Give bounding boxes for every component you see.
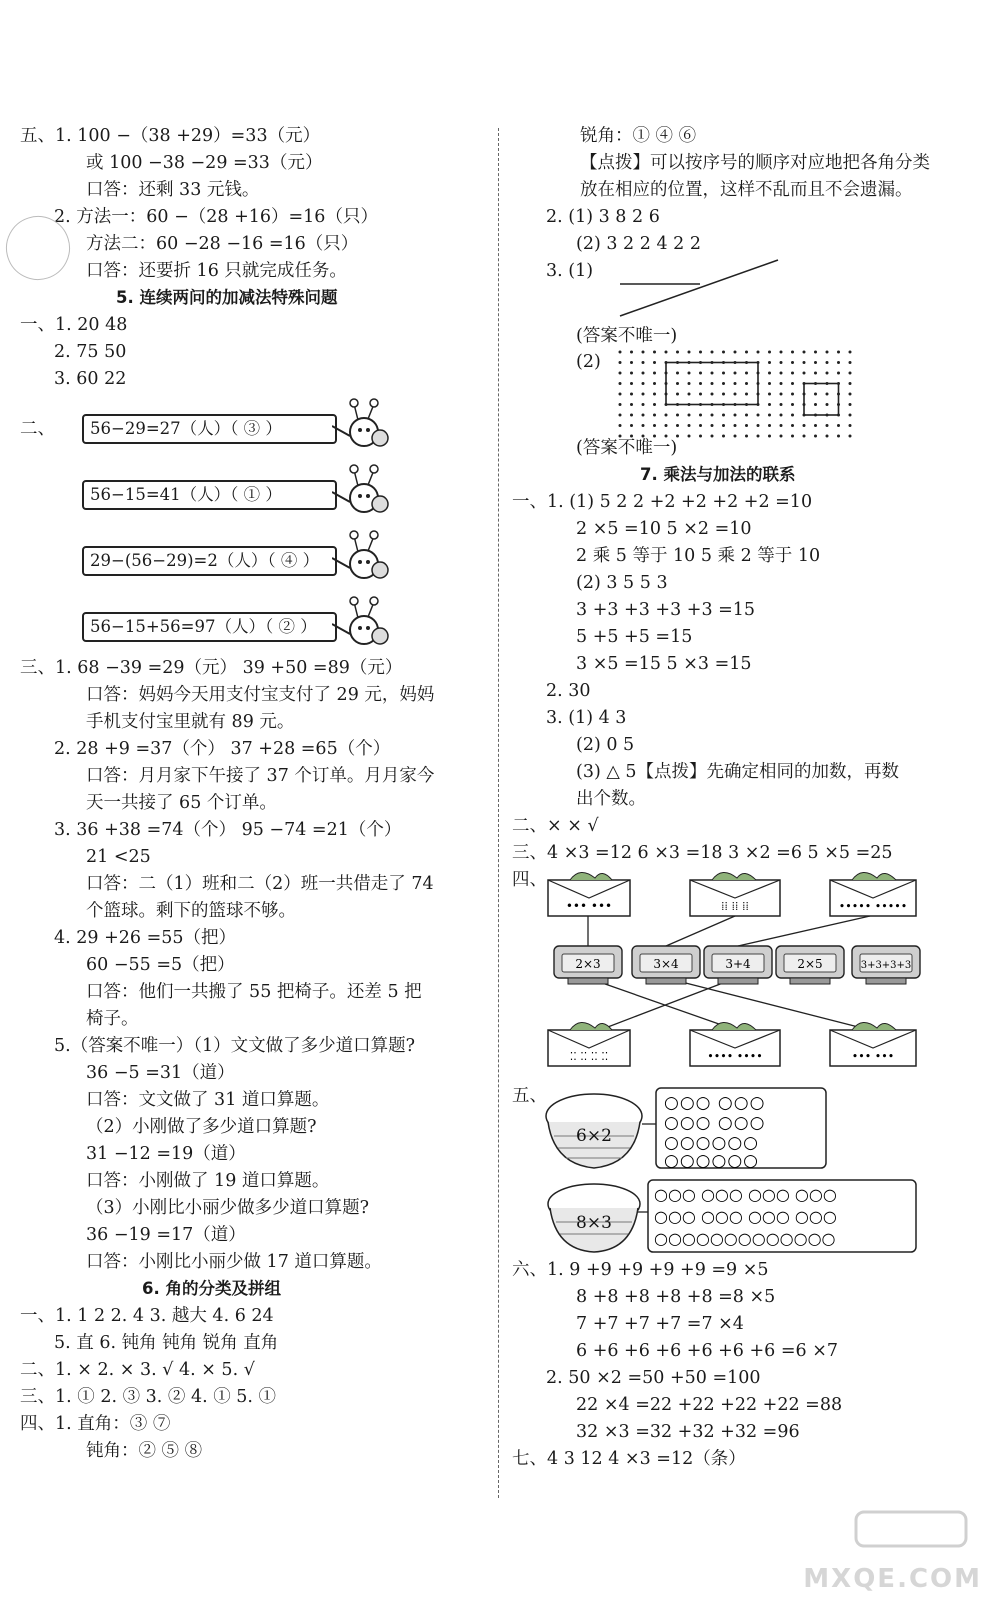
line: 口答：二（1）班和二（2）班一共借走了 74 (86, 874, 434, 894)
svg-text:○○○○○○○○○○○○○: ○○○○○○○○○○○○○ (654, 1229, 836, 1248)
line: 5.（答案不唯一）（1）文文做了多少道口算题? (54, 1036, 415, 1056)
grid-dot (849, 372, 852, 375)
dot-grid (616, 348, 866, 442)
grid-dot (619, 414, 622, 417)
grid-dot (837, 435, 840, 438)
grid-dot (630, 403, 633, 406)
svg-text:⁞⁞ ⁞⁞ ⁞⁞: ⁞⁞ ⁞⁞ ⁞⁞ (721, 899, 749, 913)
caterpillar-icon (332, 528, 390, 586)
answer-box: 56−15+56=97（人）（ ② ） (82, 612, 337, 642)
grid-dot (837, 424, 840, 427)
grid-dot (642, 351, 645, 354)
grid-dot (630, 361, 633, 364)
grid-dot (780, 372, 783, 375)
grid-dot (653, 424, 656, 427)
grid-dot (642, 382, 645, 385)
line: 3. (1) 4 3 (546, 708, 627, 728)
grid-dot (745, 424, 748, 427)
envelope-icon (548, 1022, 630, 1066)
grid-dot (780, 382, 783, 385)
svg-text:○○○ ○○○ ○○○ ○○○: ○○○ ○○○ ○○○ ○○○ (654, 1207, 837, 1226)
grid-dot (814, 351, 817, 354)
grid-dot (619, 424, 622, 427)
grid-dot (837, 351, 840, 354)
line: (2) 3 2 2 4 2 2 (576, 234, 701, 254)
grid-dot (676, 424, 679, 427)
basket-icon (548, 1184, 640, 1252)
grid-dot (757, 414, 760, 417)
grid-dot (745, 435, 748, 438)
grid-dot (826, 424, 829, 427)
line: 七、4 3 12 4 ×3 =12（条） (512, 1449, 746, 1469)
grid-dot (768, 351, 771, 354)
line: 36 −5 =31（道） (86, 1063, 235, 1083)
line: 天一共接了 65 个订单。 (86, 793, 277, 813)
line: 31 −12 =19（道） (86, 1144, 246, 1164)
grid-dot (849, 361, 852, 364)
grid-dot (619, 361, 622, 364)
line: 口答：他们一共搬了 55 把椅子。还差 5 把 (86, 982, 422, 1002)
grid-dot (734, 382, 737, 385)
line: 六、1. 9 +9 +9 +9 +9 =9 ×5 (512, 1260, 769, 1280)
grid-dot (722, 435, 725, 438)
line: 四、 (512, 870, 547, 890)
grid-dot (826, 435, 829, 438)
envelope-icon (830, 1022, 916, 1066)
line: 32 ×3 =32 +32 +32 =96 (576, 1422, 800, 1442)
monitor-icon (776, 946, 844, 984)
grid-dot (711, 372, 714, 375)
grid-dot (745, 372, 748, 375)
line: 方法二：60 −28 −16 =16（只） (86, 234, 359, 254)
grid-dot (711, 382, 714, 385)
grid-dot (630, 414, 633, 417)
line: 出个数。 (576, 789, 646, 809)
svg-text:•••• ••••: •••• •••• (707, 1050, 763, 1063)
grid-dot (699, 372, 702, 375)
angle-drawing (616, 256, 786, 322)
grid-dot (619, 393, 622, 396)
line: 3. 60 22 (54, 369, 127, 389)
grid-dot (665, 351, 668, 354)
grid-dot (722, 372, 725, 375)
grid-dot (653, 393, 656, 396)
line: 个篮球。剩下的篮球不够。 (86, 901, 296, 921)
line: 21 <25 (86, 847, 151, 867)
grid-dot (619, 382, 622, 385)
grid-dot (722, 382, 725, 385)
line: (答案不唯一) (576, 326, 678, 346)
grid-dot (849, 435, 852, 438)
grid-dot (699, 414, 702, 417)
svg-text:⁚⁚ ⁚⁚ ⁚⁚ ⁚⁚: ⁚⁚ ⁚⁚ ⁚⁚ ⁚⁚ (569, 1050, 609, 1063)
line: 口答：月月家下午接了 37 个订单。月月家今 (86, 766, 435, 786)
grid-dot (630, 351, 633, 354)
line: 手机支付宝里就有 89 元。 (86, 712, 295, 732)
grid-dot (814, 393, 817, 396)
line: 二、1. × 2. × 3. √ 4. × 5. √ (20, 1360, 255, 1380)
line: 一、1. 20 48 (20, 315, 128, 335)
monitor-icon (704, 946, 772, 984)
grid-dot (768, 403, 771, 406)
answer-box: 56−15=41（人）（ ① ） (82, 480, 337, 510)
grid-dot (837, 361, 840, 364)
section-title: 5. 连续两问的加减法特殊问题 (116, 288, 338, 307)
grid-dot (837, 372, 840, 375)
grid-dot (653, 403, 656, 406)
grid-dot (711, 424, 714, 427)
caterpillar-icon (332, 396, 390, 454)
grid-dot (803, 361, 806, 364)
grid-dot (826, 403, 829, 406)
line: 二、× × √ (512, 816, 599, 836)
grid-dot (745, 351, 748, 354)
line: 四、1. 直角：③ ⑦ (20, 1414, 171, 1434)
grid-dot (768, 414, 771, 417)
grid-dot (849, 403, 852, 406)
grid-dot (619, 351, 622, 354)
grid-dot (676, 382, 679, 385)
grid-dot (665, 424, 668, 427)
grid-dot (642, 403, 645, 406)
grid-dot (803, 372, 806, 375)
grid-dot (653, 414, 656, 417)
grid-dot (676, 414, 679, 417)
grid-dot (688, 414, 691, 417)
monitor-label: 3+4 (725, 957, 751, 971)
envelope-icon (690, 1022, 780, 1066)
svg-text:••••• •••••: ••••• ••••• (838, 900, 908, 913)
grid-dot (780, 361, 783, 364)
grid-dot (826, 393, 829, 396)
line: 五、1. 100 −（38 +29）=33（元） (20, 126, 321, 146)
line: 7 +7 +7 +7 =7 ×4 (576, 1314, 744, 1334)
line: 三、4 ×3 =12 6 ×3 =18 3 ×2 =6 5 ×5 =25 (512, 843, 893, 863)
monitor-icon (554, 946, 622, 984)
line: 三、1. 68 −39 =29（元） 39 +50 =89（元） (20, 658, 403, 678)
grid-dot (745, 414, 748, 417)
grid-dot (734, 372, 737, 375)
line: 锐角：① ④ ⑥ (580, 126, 697, 146)
line: 2. 75 50 (54, 342, 127, 362)
monitor-label: 2×3 (575, 957, 601, 971)
line: 3 +3 +3 +3 +3 =15 (576, 600, 756, 620)
grid-dot (780, 403, 783, 406)
grid-dot (768, 424, 771, 427)
grid-dot (734, 351, 737, 354)
grid-dot (791, 361, 794, 364)
svg-text:○○○ ○○○ ○○○ ○○○: ○○○ ○○○ ○○○ ○○○ (654, 1185, 837, 1204)
grid-dot (688, 382, 691, 385)
grid-dot (780, 393, 783, 396)
grid-dot (688, 424, 691, 427)
line: （3）小刚比小丽少做多少道口算题? (86, 1198, 370, 1218)
grid-dot (711, 351, 714, 354)
line: 5. 直 6. 钝角 钝角 锐角 直角 (54, 1333, 279, 1353)
grid-dot (780, 351, 783, 354)
line: 3. 36 +38 =74（个） 95 −74 =21（个） (54, 820, 402, 840)
grid-dot (734, 414, 737, 417)
line: 口答：文文做了 31 道口算题。 (86, 1090, 330, 1110)
line: 口答：还要折 16 只就完成任务。 (86, 261, 347, 281)
grid-dot (803, 424, 806, 427)
grid-dot (849, 424, 852, 427)
grid-dot (676, 351, 679, 354)
basket-icon (546, 1094, 642, 1168)
grid-dot (653, 372, 656, 375)
monitor-label: 3+3+3+3 (860, 960, 912, 971)
grid-dot (849, 382, 852, 385)
svg-text:○○○ ○○○: ○○○ ○○○ (664, 1113, 766, 1133)
line: 5 +5 +5 =15 (576, 627, 693, 647)
basket-diagram (544, 1086, 924, 1254)
svg-text:••• •••: ••• ••• (851, 1050, 895, 1063)
grid-dot (814, 424, 817, 427)
grid-dot (768, 361, 771, 364)
line: 口答：妈妈今天用支付宝支付了 29 元，妈妈 (86, 685, 435, 705)
grid-dot (768, 435, 771, 438)
monitor-icon (852, 946, 920, 984)
answer-box: 29−(56−29)=2（人）（ ④ ） (82, 546, 337, 576)
grid-dot (814, 435, 817, 438)
grid-dot (688, 435, 691, 438)
grid-dot (768, 382, 771, 385)
grid-dot (642, 372, 645, 375)
grid-dot (791, 382, 794, 385)
line: 2. 28 +9 =37（个） 37 +28 =65（个） (54, 739, 391, 759)
grid-dot (734, 393, 737, 396)
grid-dot (653, 382, 656, 385)
line: 口答：小刚做了 19 道口算题。 (86, 1171, 330, 1191)
monitor-label: 3×4 (653, 957, 679, 971)
grid-dot (688, 351, 691, 354)
line: 放在相应的位置，这样不乱而且不会遗漏。 (580, 180, 913, 200)
grid-dot (768, 372, 771, 375)
grid-dot (642, 361, 645, 364)
grid-dot (757, 424, 760, 427)
grid-dot (619, 403, 622, 406)
line: 60 −55 =5（把） (86, 955, 235, 975)
grid-dot (791, 351, 794, 354)
grid-dot (791, 372, 794, 375)
line: 一、1. 1 2 2. 4 3. 越大 4. 6 24 (20, 1306, 274, 1326)
grid-dot (699, 382, 702, 385)
grid-dot (619, 372, 622, 375)
grid-dot (653, 351, 656, 354)
svg-text:••• •••: ••• ••• (565, 899, 613, 913)
svg-text:○○○ ○○○: ○○○ ○○○ (664, 1093, 766, 1113)
svg-text:○○○○○○: ○○○○○○ (664, 1133, 760, 1153)
line: 口答：小刚比小丽少做 17 道口算题。 (86, 1252, 382, 1272)
grid-dot (826, 351, 829, 354)
line: 2. 50 ×2 =50 +50 =100 (546, 1368, 761, 1388)
grid-dot (699, 393, 702, 396)
drawn-rectangle (804, 384, 839, 416)
grid-dot (653, 361, 656, 364)
grid-dot (791, 403, 794, 406)
watermark-text: MXQE.COM (803, 1564, 982, 1594)
grid-dot (630, 393, 633, 396)
line: 2. 30 (546, 681, 591, 701)
line: 22 ×4 =22 +22 +22 +22 =88 (576, 1395, 843, 1415)
line: 2 ×5 =10 5 ×2 =10 (576, 519, 752, 539)
caterpillar-icon (332, 462, 390, 520)
grid-dot (814, 372, 817, 375)
grid-dot (791, 424, 794, 427)
grid-dot (699, 424, 702, 427)
grid-dot (642, 414, 645, 417)
grid-dot (630, 372, 633, 375)
grid-dot (780, 435, 783, 438)
grid-dot (711, 393, 714, 396)
grid-dot (676, 372, 679, 375)
grid-dot (768, 393, 771, 396)
grid-dot (722, 351, 725, 354)
line: (2) 3 5 5 3 (576, 573, 668, 593)
line: 3. (1) (546, 261, 594, 281)
grid-dot (734, 424, 737, 427)
line: (2) (576, 352, 601, 372)
line: 4. 29 +26 =55（把） (54, 928, 237, 948)
line: 五、 (512, 1086, 547, 1106)
grid-dot (757, 351, 760, 354)
grid-dot (630, 424, 633, 427)
grid-dot (745, 382, 748, 385)
grid-dot (849, 351, 852, 354)
matching-diagram (540, 868, 940, 1090)
grid-dot (699, 351, 702, 354)
section-title: 6. 角的分类及拼组 (142, 1279, 281, 1298)
grid-dot (665, 414, 668, 417)
grid-dot (642, 424, 645, 427)
grid-dot (688, 372, 691, 375)
grid-dot (711, 414, 714, 417)
line: 椅子。 (86, 1009, 139, 1029)
line: (3) △ 5【点拨】先确定相同的加数，再数 (576, 762, 900, 782)
line: 3 ×5 =15 5 ×3 =15 (576, 654, 752, 674)
line: （2）小刚做了多少道口算题? (86, 1117, 317, 1137)
grid-dot (734, 435, 737, 438)
svg-text:6×2: 6×2 (576, 1126, 612, 1146)
line: 钝角：② ⑤ ⑧ (86, 1441, 203, 1461)
line: (2) 0 5 (576, 735, 635, 755)
line: 或 100 −38 −29 =33（元） (86, 153, 323, 173)
svg-text:8×3: 8×3 (576, 1213, 612, 1233)
line: 8 +8 +8 +8 +8 =8 ×5 (576, 1287, 776, 1307)
grid-dot (722, 424, 725, 427)
grid-dot (722, 414, 725, 417)
grid-dot (814, 403, 817, 406)
line: 一、1. (1) 5 2 2 +2 +2 +2 +2 =10 (512, 492, 813, 512)
monitor-icon (632, 946, 700, 984)
grid-dot (688, 393, 691, 396)
line: 36 −19 =17（道） (86, 1225, 246, 1245)
line: 2. (1) 3 8 2 6 (546, 207, 660, 227)
envelope-icon (690, 872, 780, 916)
grid-dot (803, 351, 806, 354)
grid-dot (849, 393, 852, 396)
grid-dot (676, 393, 679, 396)
grid-dot (757, 435, 760, 438)
line: 2. 方法一：60 −（28 +16）=16（只） (54, 207, 378, 227)
grid-dot (791, 414, 794, 417)
monitor-label: 2×5 (797, 957, 823, 971)
column-divider (498, 128, 499, 1498)
grid-dot (803, 435, 806, 438)
grid-dot (722, 393, 725, 396)
grid-dot (699, 435, 702, 438)
envelope-icon (830, 872, 916, 916)
envelope-icon (548, 872, 630, 916)
line: 二、 (20, 419, 55, 439)
grid-dot (642, 393, 645, 396)
line: 口答：还剩 33 元钱。 (86, 180, 260, 200)
grid-dot (826, 361, 829, 364)
grid-dot (630, 382, 633, 385)
line: 6 +6 +6 +6 +6 +6 +6 =6 ×7 (576, 1341, 839, 1361)
grid-dot (791, 435, 794, 438)
line: 2 乘 5 等于 10 5 乘 2 等于 10 (576, 546, 821, 566)
answer-box: 56−29=27（人）（ ③ ） (82, 414, 337, 444)
caterpillar-icon (332, 594, 390, 652)
line: (答案不唯一) (576, 438, 678, 458)
grid-dot (814, 361, 817, 364)
line: 三、1. ① 2. ③ 3. ② 4. ① 5. ① (20, 1387, 277, 1407)
grid-dot (780, 414, 783, 417)
line: 【点拨】可以按序号的顺序对应地把各角分类 (580, 153, 930, 173)
grid-dot (780, 424, 783, 427)
grid-dot (745, 393, 748, 396)
section-title: 7. 乘法与加法的联系 (640, 465, 796, 484)
grid-dot (711, 435, 714, 438)
grid-dot (849, 414, 852, 417)
svg-text:○○○○○○: ○○○○○○ (664, 1151, 760, 1171)
grid-dot (826, 372, 829, 375)
grid-dot (791, 393, 794, 396)
